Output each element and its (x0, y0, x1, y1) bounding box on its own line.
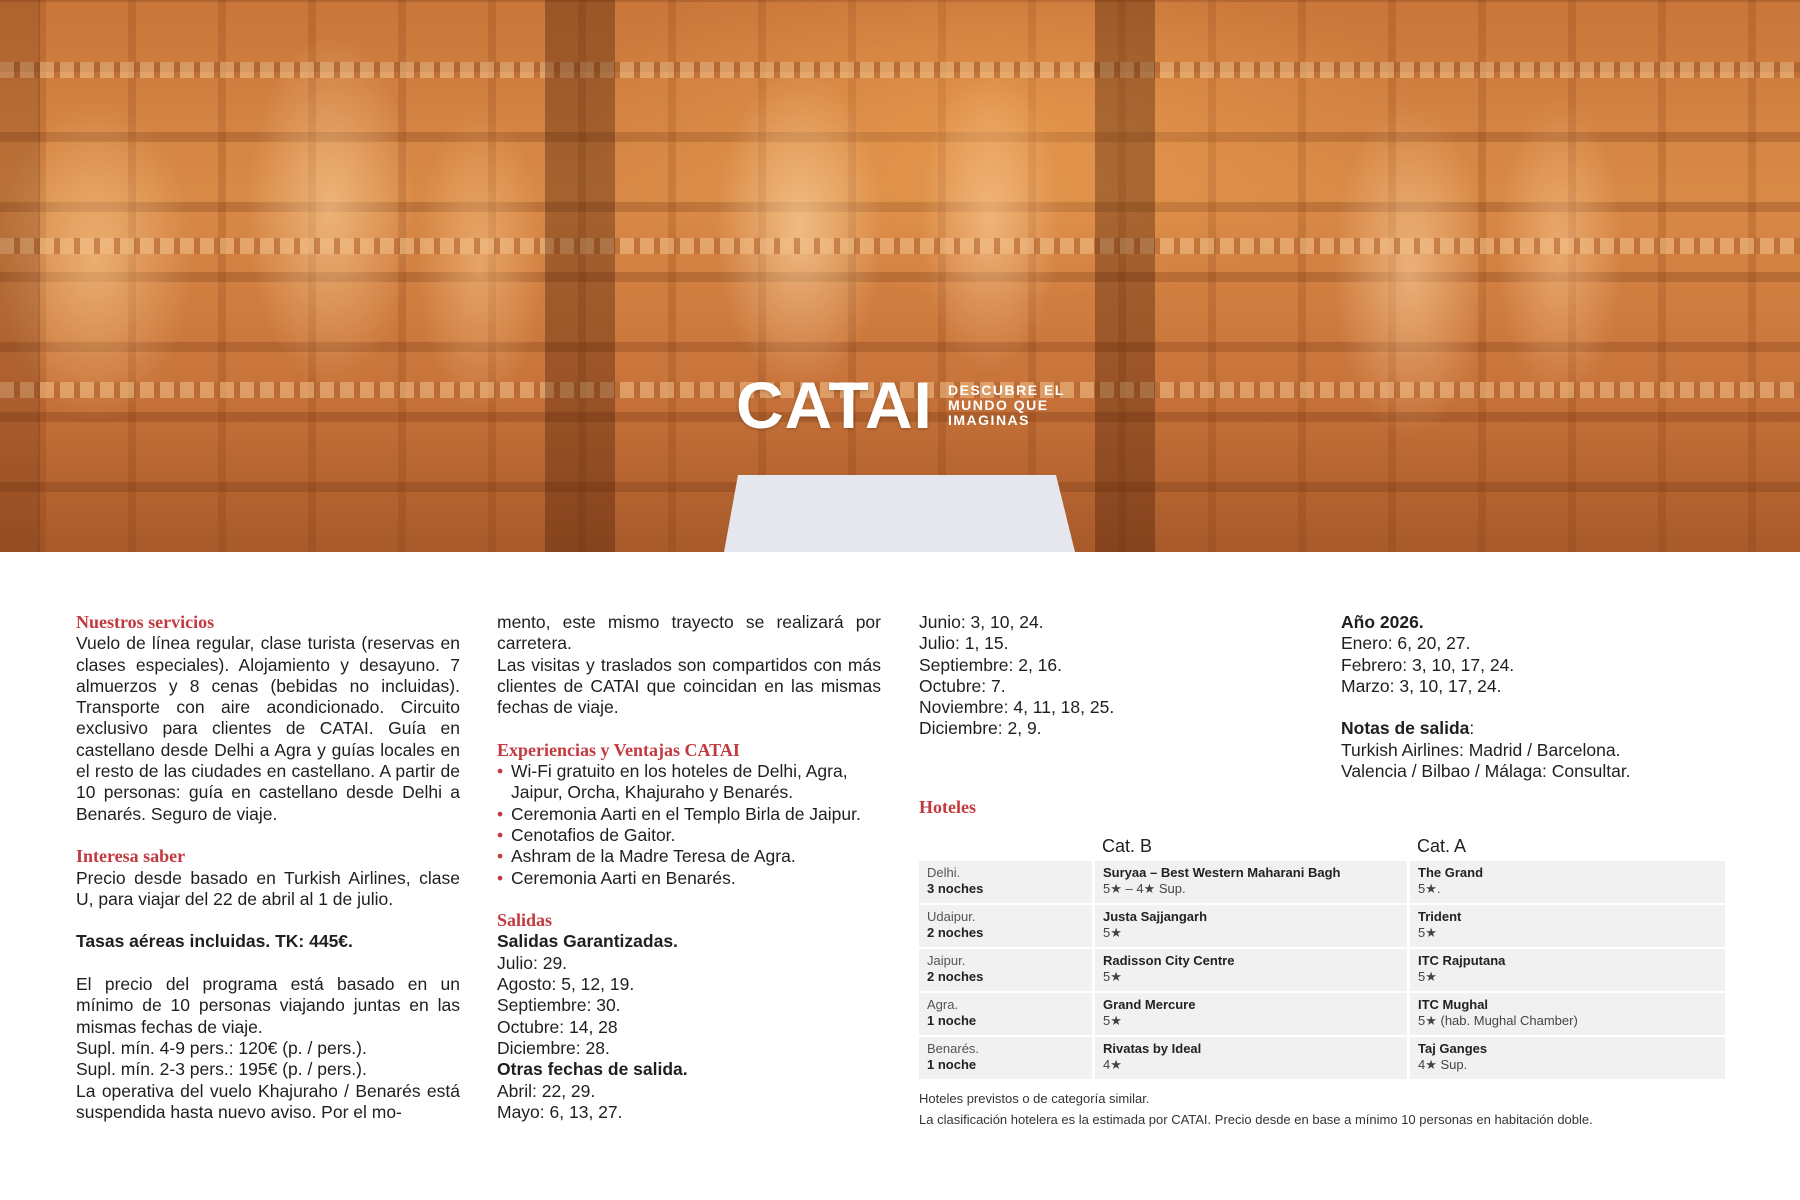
city-name: Benarés. (927, 1041, 980, 1056)
city-name: Agra. (927, 997, 959, 1012)
city-nights: 1 noche (927, 1012, 977, 1028)
column-experiences (497, 612, 881, 1123)
hotel-category: 4★ (1103, 1056, 1122, 1072)
hotel-name: ITC Mughal (1418, 997, 1489, 1012)
hotel-name: Trident (1418, 909, 1462, 924)
date-line: Julio: 1, 15. (919, 633, 1009, 654)
city-nights: 2 noches (927, 968, 984, 984)
date-line: Septiembre: 30. (497, 995, 621, 1016)
date-line: Agosto: 5, 12, 19. (497, 974, 635, 995)
hotel-category: 5★ (1103, 924, 1122, 940)
date-line: Mayo: 6, 13, 27. (497, 1101, 623, 1122)
experiences-list (497, 761, 881, 889)
hotel-name: Rivatas by Ideal (1103, 1041, 1202, 1056)
hotel-category: 5★ – 4★ Sup. (1103, 880, 1186, 896)
tasas-text: Tasas aéreas incluidas. TK: 445€. (76, 931, 353, 952)
hotel-category: 5★ (1103, 968, 1122, 984)
hotel-category: 5★ (hab. Mughal Chamber) (1418, 1012, 1578, 1028)
hotels-table (919, 836, 1725, 1081)
garantizadas-title: Salidas Garantizadas. (497, 931, 678, 952)
experiences-title: Experiencias y Ventajas CATAI (497, 739, 740, 760)
date-line: Febrero: 3, 10, 17, 24. (1341, 654, 1515, 675)
column-dates (919, 612, 1299, 740)
table-row (919, 905, 1725, 947)
table-header (919, 836, 1725, 861)
hotels-title: Hoteles (919, 797, 976, 817)
hotel-category: 5★ (1418, 968, 1437, 984)
city-cell (919, 861, 1092, 903)
tagline-line: DESCUBRE EL (948, 382, 1065, 398)
hotel-category: 4★ Sup. (1418, 1056, 1468, 1072)
city-name: Delhi. (927, 865, 961, 880)
table-row (919, 861, 1725, 903)
supl-line: Supl. mín. 2-3 pers.: 195€ (p. / pers.). (76, 1059, 367, 1080)
tagline-line: MUNDO QUE (948, 397, 1049, 413)
list-item: • Cenotafios de Gaitor. (497, 825, 881, 846)
cat-a-cell (1410, 993, 1725, 1035)
date-line: Octubre: 7. (919, 675, 1006, 696)
nota-line: Turkish Airlines: Madrid / Barcelona. (1341, 739, 1621, 760)
column-2026 (1341, 612, 1761, 782)
date-line: Junio: 3, 10, 24. (919, 612, 1044, 632)
cat-b-cell (1095, 1037, 1407, 1079)
operativa-text: La operativa del vuelo Khajuraho / Benarés está suspendida hasta nuevo aviso. Por el mo- (76, 1080, 460, 1122)
cat-b-cell (1095, 905, 1407, 947)
tab-shape (0, 0, 1800, 552)
list-item: • Ashram de la Madre Teresa de Agra. (497, 846, 881, 867)
cat-b-cell (1095, 993, 1407, 1035)
catai-tagline (948, 383, 1078, 428)
supl-line: Supl. mín. 4-9 pers.: 120€ (p. / pers.). (76, 1037, 367, 1058)
city-name: Udaipur. (927, 909, 976, 924)
hotel-name: Suryaa – Best Western Maharani Bagh (1103, 865, 1341, 880)
otras-title: Otras fechas de salida. (497, 1059, 688, 1080)
minimo-text: El precio del programa está basado en un mínimo de 10 personas viajando juntas en las mismas fechas de viaje. (76, 974, 460, 1037)
list-item: • Wi-Fi gratuito en los hoteles de Delhi, Agra, Jaipur, Orcha, Khajuraho y Benarés. (497, 761, 881, 804)
date-line: Julio: 29. (497, 952, 568, 973)
notas-colon: : (1469, 718, 1475, 739)
salidas-title: Salidas (497, 910, 553, 931)
hotel-category: 5★ (1103, 1012, 1122, 1028)
hotels-notes (919, 1088, 1779, 1130)
notas-title: Notas de salida (1341, 718, 1470, 739)
city-nights: 2 noches (927, 924, 984, 940)
date-line: Abril: 22, 29. (497, 1080, 596, 1101)
table-row (919, 1037, 1725, 1079)
cat-a-cell (1410, 861, 1725, 903)
header-cat-a: Cat. A (1417, 836, 1467, 856)
services-text: Vuelo de línea regular, clase turista (reservas en clases especiales). Alojamiento y desayuno. 7 almuerzos y 8 cenas (bebidas no incluidas). Transporte con aire acondicionado. Circuito exclusivo para clientes de CATAI. Guía en castellano desde Delhi a Agra y guías locales en el resto de las ciudades en castellano. A partir de 10 personas: guía en castellano desde Delhi a Benarés. Seguro de viaje. (76, 633, 460, 824)
cat-a-cell (1410, 905, 1725, 947)
hotel-name: The Grand (1418, 865, 1484, 880)
tab-polygon (724, 475, 1075, 552)
date-line: Diciembre: 2, 9. (919, 718, 1042, 739)
column-services (76, 612, 460, 1123)
date-line: Diciembre: 28. (497, 1037, 610, 1058)
city-nights: 3 noches (927, 880, 984, 896)
city-nights: 1 noche (927, 1056, 977, 1072)
city-cell (919, 949, 1092, 991)
hotel-name: Taj Ganges (1418, 1041, 1488, 1056)
hotel-name: Radisson City Centre (1103, 953, 1235, 968)
hotel-name: Justa Sajjangarh (1103, 909, 1208, 924)
cat-b-cell (1095, 949, 1407, 991)
city-name: Jaipur. (927, 953, 966, 968)
hotel-note: Hoteles previstos o de categoría similar. (919, 1091, 1150, 1106)
date-line: Enero: 6, 20, 27. (1341, 633, 1471, 654)
visitas-text: Las visitas y traslados son compartidos con más clientes de CATAI que coincidan en las mismas fechas de viaje. (497, 654, 881, 718)
hotel-category: 5★ (1418, 924, 1437, 940)
table-row (919, 949, 1725, 991)
cat-a-cell (1410, 949, 1725, 991)
continuation-text: mento, este mismo trayecto se realizará por carretera. (497, 612, 881, 654)
list-item: • Ceremonia Aarti en el Templo Birla de Jaipur. (497, 804, 881, 825)
interesa-text: Precio desde basado en Turkish Airlines, clase U, para viajar del 22 de abril al 1 de julio. (76, 867, 460, 909)
date-line: Octubre: 14, 28 (497, 1016, 618, 1037)
catai-logo: CATAI (736, 368, 933, 442)
hotel-category: 5★. (1418, 880, 1441, 896)
table-row (919, 993, 1725, 1035)
date-line: Septiembre: 2, 16. (919, 654, 1062, 675)
tagline-line: IMAGINAS (948, 412, 1030, 428)
city-cell (919, 905, 1092, 947)
hotel-note: La clasificación hotelera es la estimada por CATAI. Precio desde en base a mínimo 10 personas en habitación doble. (919, 1112, 1593, 1127)
city-cell (919, 993, 1092, 1035)
hero-temple-photo (0, 0, 1800, 552)
services-title: Nuestros servicios (76, 612, 215, 632)
date-line: Noviembre: 4, 11, 18, 25. (919, 697, 1115, 718)
hotel-name: ITC Rajputana (1418, 953, 1506, 968)
nota-line: Valencia / Bilbao / Málaga: Consultar. (1341, 761, 1631, 782)
date-line: Marzo: 3, 10, 17, 24. (1341, 675, 1502, 696)
interesa-title: Interesa saber (76, 846, 186, 867)
notas-heading (1341, 718, 1761, 739)
hotel-name: Grand Mercure (1103, 997, 1196, 1012)
cat-b-cell (1095, 861, 1407, 903)
year-title: Año 2026. (1341, 612, 1424, 632)
list-item: • Ceremonia Aarti en Benarés. (497, 868, 881, 889)
header-cat-b: Cat. B (1102, 836, 1153, 856)
cat-a-cell (1410, 1037, 1725, 1079)
city-cell (919, 1037, 1092, 1079)
